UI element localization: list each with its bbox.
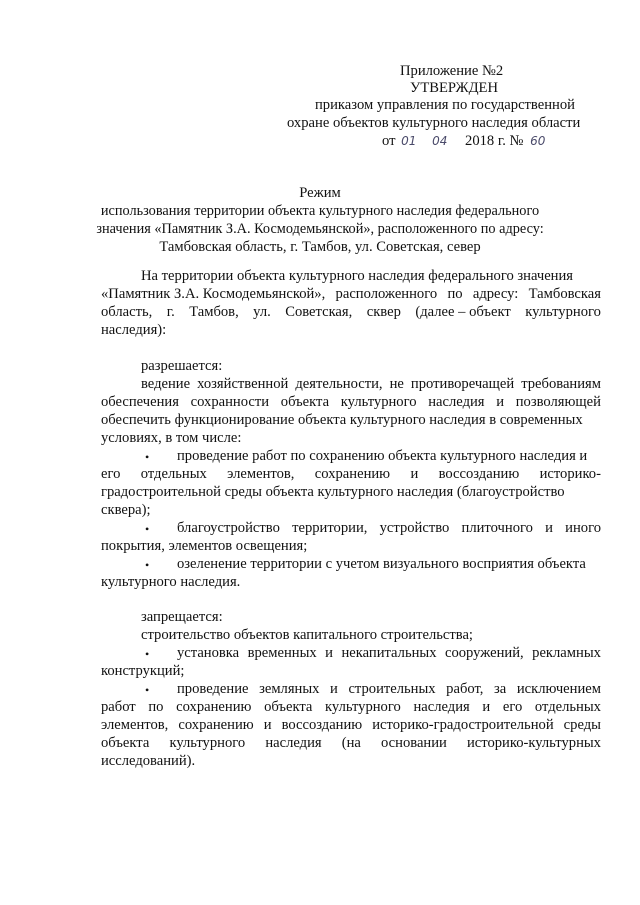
word: основании: [381, 735, 447, 751]
word: некапитальных: [341, 645, 437, 661]
word: ведение: [141, 376, 191, 392]
word: хозяйственной: [197, 376, 289, 392]
forbidden-b2-line-5: исследований).: [101, 753, 196, 769]
word: его: [101, 466, 121, 482]
word: г.: [166, 304, 175, 320]
word: культурного: [169, 735, 246, 751]
word: работ: [101, 699, 136, 715]
allowed-heading: разрешается:: [141, 358, 223, 374]
word: установка: [177, 645, 240, 661]
allowed-b1-line-1: проведение работ по сохранению объекта культурного наследия и: [177, 448, 588, 464]
title-heading: Режим: [299, 185, 341, 201]
word: работ,: [446, 681, 484, 697]
order-line-2: охране объектов культурного наследия области: [287, 115, 581, 131]
bullet-icon: •: [145, 647, 150, 661]
word: строительных: [348, 681, 436, 697]
allowed-b1-line-3: градостроительной среды объекта культурного наследия (благоустройство: [101, 484, 565, 500]
word: благоустройство: [177, 520, 280, 536]
word: плиточного: [461, 520, 533, 536]
word: расположенного: [335, 286, 438, 302]
word: наследия: [428, 394, 485, 410]
word: не: [389, 376, 404, 392]
word: сохранности: [190, 394, 270, 410]
word: и: [496, 394, 505, 410]
title-line-2: значения «Памятник З.А. Космодемьянской», расположенного по адресу:: [96, 221, 544, 237]
word: и: [482, 699, 491, 715]
allowed-b3-line-1: озеленение территории с учетом визуального восприятия объекта: [177, 556, 586, 572]
allowed-p1-line-1: [141, 376, 601, 394]
date-day-handwritten: 01: [401, 134, 417, 148]
doc-number-handwritten: 60: [530, 134, 546, 148]
date-line: [382, 133, 545, 151]
word: элементов,: [101, 717, 169, 733]
forbidden-b2-line-3: [101, 717, 601, 735]
intro-line-3: [101, 304, 601, 322]
word: и: [325, 645, 333, 661]
word: объекта: [280, 394, 330, 410]
word: сохранению: [314, 466, 391, 482]
forbidden-b2-line-2: [101, 699, 601, 717]
title-line-3: Тамбовская область, г. Тамбов, ул. Советская, север: [159, 239, 481, 255]
appendix-label: Приложение №2: [400, 63, 504, 79]
word: временных: [247, 645, 317, 661]
word: рекламных: [532, 645, 601, 661]
forbidden-p1-line-1: строительство объектов капитального строительства;: [141, 627, 473, 643]
word: по: [148, 699, 164, 715]
bullet-icon: •: [145, 450, 150, 464]
title-line-1: использования территории объекта культурного наследия федерального: [100, 203, 540, 219]
word: сохранению: [178, 717, 254, 733]
date-prefix: от: [382, 133, 396, 149]
word: деятельности,: [295, 376, 383, 392]
word: элементов,: [227, 466, 295, 482]
allowed-p1-line-3: обеспечить функционирование объекта культурного наследия в современных: [101, 412, 583, 428]
word: за: [493, 681, 507, 697]
intro-line-4: наследия):: [101, 322, 167, 338]
word: его: [502, 699, 523, 715]
word: воссозданию: [438, 466, 520, 482]
word: и: [410, 466, 419, 482]
word: устройство: [379, 520, 450, 536]
forbidden-b1-line-1: [177, 645, 601, 663]
allowed-b1-line-2: [101, 466, 601, 484]
word: позволяющей: [515, 394, 601, 410]
intro-line-2: [101, 286, 601, 304]
word: земляных: [259, 681, 320, 697]
word: культурного: [525, 304, 601, 320]
word: сквер: [366, 304, 401, 320]
date-year: 2018 г. №: [465, 133, 524, 149]
word: Тамбовская: [528, 286, 601, 302]
allowed-b3-line-2: культурного наследия.: [101, 574, 241, 590]
word: проведение: [177, 681, 249, 697]
word: по: [447, 286, 463, 302]
word: историко-: [539, 466, 601, 482]
word: (на: [341, 735, 361, 751]
word: «Памятник З.А. Космодемьянской»,: [101, 286, 326, 302]
word: ул.: [253, 304, 271, 320]
bullet-icon: •: [145, 558, 150, 572]
approved-label: УТВЕРЖДЕН: [410, 80, 498, 96]
word: территории,: [292, 520, 368, 536]
allowed-p1-line-2: [101, 394, 601, 412]
word: историко-градостроительной: [372, 717, 554, 733]
word: воссозданию: [281, 717, 363, 733]
word: требованиям: [521, 376, 601, 392]
forbidden-heading: запрещается:: [141, 609, 223, 625]
word: среды: [563, 717, 601, 733]
word: сооружений,: [444, 645, 524, 661]
allowed-b2-line-2: покрытия, элементов освещения;: [101, 538, 308, 554]
allowed-b1-line-4: сквера);: [101, 502, 151, 518]
word: отдельных: [534, 699, 601, 715]
word: иного: [565, 520, 601, 536]
bullet-icon: •: [145, 522, 150, 536]
word: отдельных: [140, 466, 207, 482]
allowed-p1-line-4: условиях, в том числе:: [101, 430, 242, 446]
word: наследия: [265, 735, 322, 751]
intro-line-1: На территории объекта культурного наследия федерального значения: [141, 268, 574, 284]
word: историко-культурных: [466, 735, 601, 751]
word: и: [330, 681, 338, 697]
word: исключением: [516, 681, 601, 697]
word: и: [545, 520, 553, 536]
word: область,: [101, 304, 153, 320]
word: (далее – объект: [415, 304, 511, 320]
word: Советская,: [285, 304, 353, 320]
word: культурного: [325, 699, 401, 715]
word: обеспечения: [101, 394, 179, 410]
word: объекта: [101, 735, 150, 751]
word: объекта: [264, 699, 313, 715]
word: сохранению: [176, 699, 252, 715]
bullet-icon: •: [145, 683, 150, 697]
date-month-handwritten: 04: [432, 134, 448, 148]
order-line-1: приказом управления по государственной: [315, 97, 575, 113]
word: и: [263, 717, 272, 733]
forbidden-b2-line-4: [101, 735, 601, 753]
forbidden-b1-line-2: конструкций;: [101, 663, 185, 679]
word: Тамбов,: [189, 304, 239, 320]
forbidden-b2-line-1: [177, 681, 601, 699]
allowed-b2-line-1: [177, 520, 601, 538]
word: адресу:: [472, 286, 519, 302]
word: противоречащей: [410, 376, 515, 392]
word: культурного: [340, 394, 417, 410]
word: наследия: [413, 699, 470, 715]
